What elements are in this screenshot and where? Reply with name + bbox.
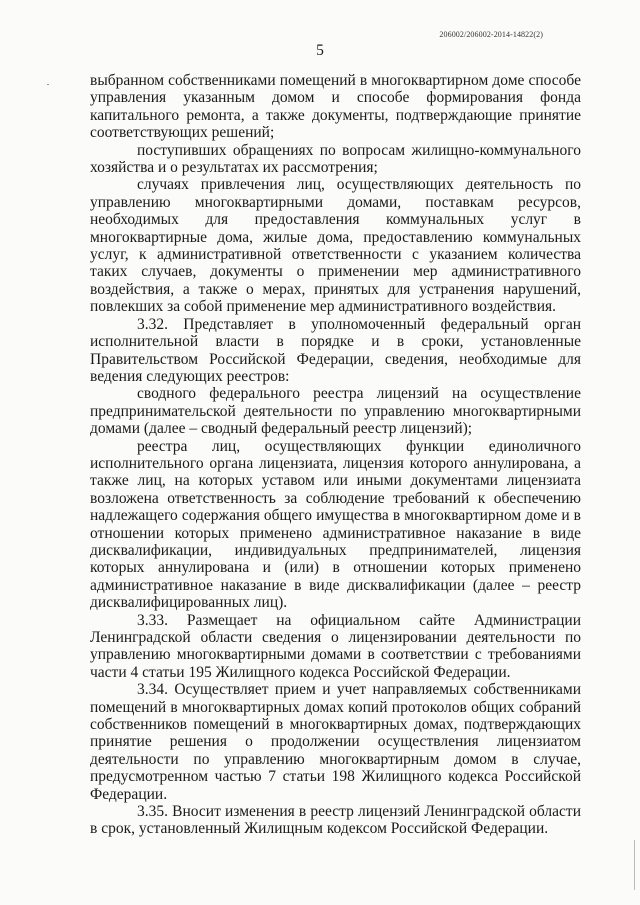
- paragraph-3-32: 3.32. Представляет в уполномоченный федеральный орган исполнительной власти в порядке и в сроки, установленные Правительством Российской Федерации, сведения, необходимые для ведения следующих реестров:: [90, 315, 581, 385]
- scan-edge-line: [634, 840, 635, 890]
- paragraph-3-35: 3.35. Вносит изменения в реестр лицензий Ленинградской области в срок, установленный Жилищным кодексом Российской Федерации.: [90, 803, 581, 838]
- paragraph-federal-registry: сводного федерального реестра лицензий на осуществление предпринимательской деятельности по управлению многоквартирными домами (далее – сводный федеральный реестр лицензий);: [90, 385, 581, 438]
- document-body: [90, 72, 581, 838]
- paragraph-1-continued: выбранном собственниками помещений в многоквартирном доме способе управления указанным домом и способе формирования фонда капитального ремонта, а также документы, подтверждающие принятие соответствующих решений;: [90, 72, 581, 142]
- paragraph-appeals: поступивших обращениях по вопросам жилищно-коммунального хозяйства и о результатах их рассмотрения;: [90, 141, 581, 177]
- document-code: 206002/206002-2014-14822(2): [439, 30, 543, 39]
- paragraph-3-33: 3.33. Размещает на официальном сайте Администрации Ленинградской области сведения о лицензировании деятельности по управлению многоквартирными домами в соответствии с требованиями части 4 статьи 195 Жилищного кодекса Российской Федерации.: [90, 611, 581, 681]
- page-number: 5: [316, 42, 324, 59]
- paragraph-3-34: 3.34. Осуществляет прием и учет направляемых собственниками помещений в многоквартирных домах копий протоколов общих собраний собственников помещений в многоквартирных домах, подтверждающих принятие решения о продолжении осуществления лицензиатом деятельности по управлению многоквартирным домом в случае, предусмотренном частью 7 статьи 198 Жилищного кодекса Российской Федерации.: [90, 681, 581, 803]
- scan-mark: [47, 84, 49, 85]
- paragraph-cases: случаях привлечения лиц, осуществляющих деятельность по управлению многоквартирными домами, поставкам ресурсов, необходимых для предоставления коммунальных услуг в многоквартирные дома, жилые дома, предоставлению коммунальных услуг, к административной ответственности с указанием количества таких случаев, документы о применении мер административного воздействия, а также о мерах, принятых для устранения нарушений, повлекших за собой применение мер административного воздействия.: [90, 176, 581, 316]
- paragraph-disqualified-registry: реестра лиц, осуществляющих функции единоличного исполнительного органа лицензиата, лицензия которого аннулирована, а также лиц, на которых уставом или иными документами лицензиата возложена ответственность за соблюдение требований к обеспечению надлежащего содержания общего имущества в многоквартирном доме и в отношении которых применено административное наказание в виде дисквалификации, индивидуальных предпринимателей, лицензия которых аннулирована и (или) в отношении которых применено административное наказание в виде дисквалификации (далее – реестр дисквалифицированных лиц).: [90, 437, 581, 612]
